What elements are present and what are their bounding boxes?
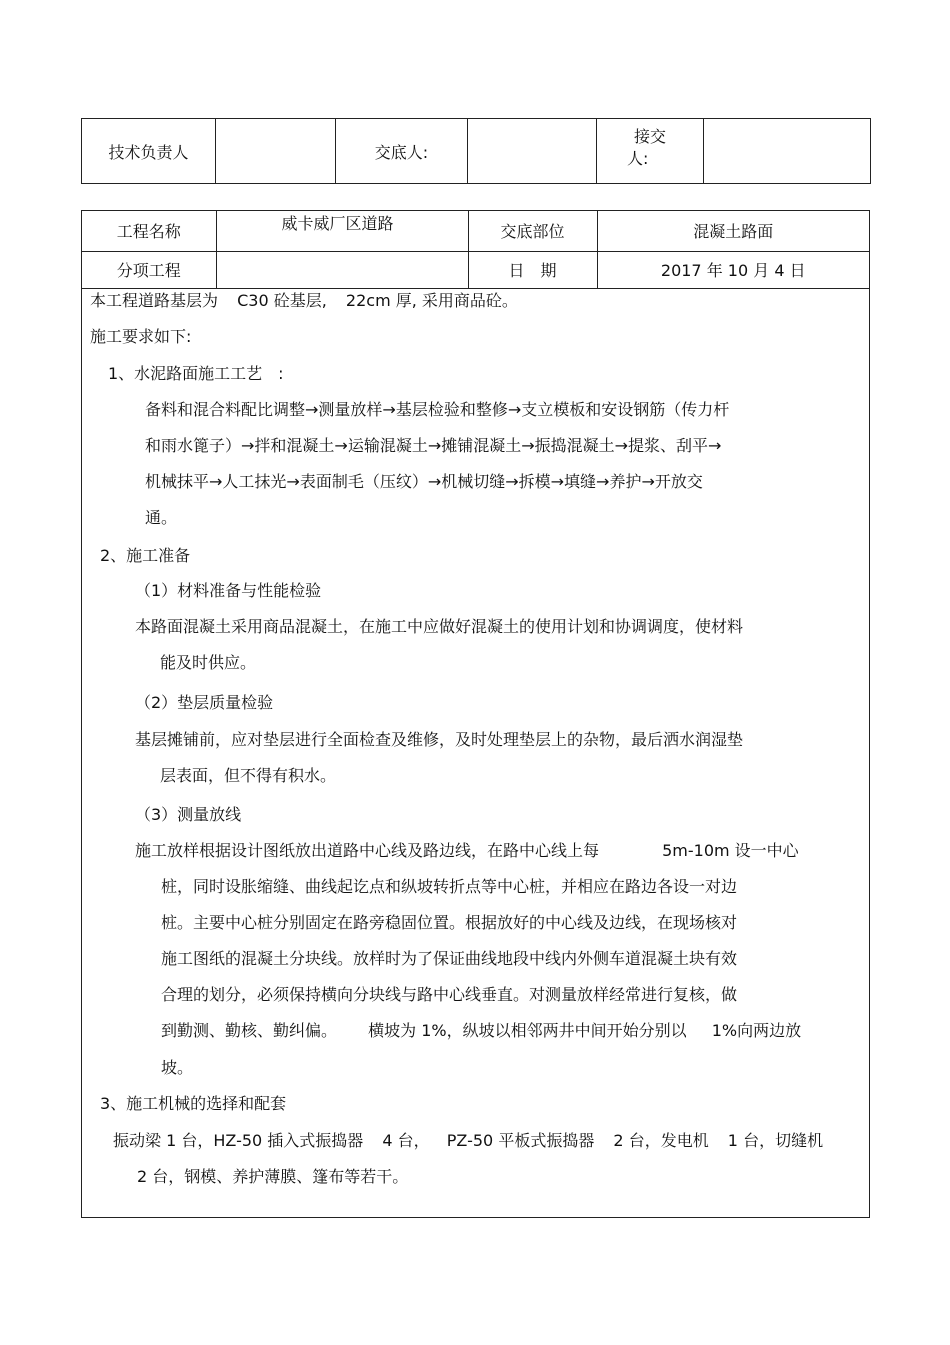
section-3-part-1: 振动梁 1 台，HZ-50 插入式振捣器 bbox=[113, 1130, 364, 1150]
part-label: 交底部位 bbox=[468, 211, 597, 251]
section-2-3-line-6-part-1: 到勤测、勤核、勤纠偏。 bbox=[161, 1020, 338, 1040]
project-header-table bbox=[82, 211, 869, 289]
section-1-line: 机械抹平→人工抹光→表面制毛（压纹）→机械切缝→拆模→填缝→养护→开放交 bbox=[145, 471, 703, 491]
section-1-title: 1、水泥路面施工工艺 : bbox=[108, 363, 284, 383]
section-2-2-title: （2）垫层质量检验 bbox=[135, 692, 274, 712]
section-3-part-3: PZ-50 平板式振捣器 bbox=[446, 1130, 595, 1150]
section-2-3-title: （3）测量放线 bbox=[135, 804, 242, 824]
section-3-part-2: 4 台， bbox=[382, 1130, 430, 1150]
section-2-3-line: 桩，同时设胀缩缝、曲线起讫点和纵坡转折点等中心桩，并相应在路边各设一对边 bbox=[161, 876, 738, 896]
section-2-1-line: 本路面混凝土采用商品混凝土，在施工中应做好混凝土的使用计划和协调调度，使材料 bbox=[135, 616, 744, 636]
handover-label: 交底人: bbox=[336, 119, 468, 184]
section-1-line: 通。 bbox=[145, 507, 178, 527]
receiver-label-line1: 接交 bbox=[633, 127, 666, 146]
section-3-part-5: 1 台，切缝机 bbox=[727, 1130, 824, 1150]
receiver-label-line2: 人: bbox=[627, 149, 649, 168]
signature-table bbox=[81, 118, 871, 184]
receiver-label bbox=[597, 119, 704, 184]
section-2-3-line: 施工图纸的混凝土分块线。放样时为了保证曲线地段中线内外侧车道混凝土块有效 bbox=[161, 948, 738, 968]
section-2-2-line: 层表面，但不得有积水。 bbox=[160, 765, 337, 785]
date-value: 2017 年 10 月 4 日 bbox=[597, 251, 869, 288]
section-3-line-1 bbox=[113, 1131, 823, 1151]
section-2-3-line-1-part-1: 施工放样根据设计图纸放出道路中心线及路边线，在路中心线上每 bbox=[135, 840, 600, 860]
tech-lead-field[interactable] bbox=[216, 119, 336, 184]
intro-line bbox=[90, 291, 518, 311]
sub-project-label: 分项工程 bbox=[82, 251, 216, 288]
project-name-text: 威卡威厂区道路 bbox=[281, 214, 394, 233]
section-2-3-line: 合理的划分，必须保持横向分块线与路中心线垂直。对测量放样经常进行复核，做 bbox=[161, 984, 738, 1004]
section-2-3-line: 桩。主要中心桩分别固定在路旁稳固位置。根据放好的中心线及边线，在现场核对 bbox=[161, 912, 738, 932]
intro-part-3: 22cm 厚, 采用商品砼。 bbox=[345, 290, 518, 310]
intro-part-1: 本工程道路基层为 bbox=[90, 290, 219, 310]
section-1-line: 备料和混合料配比调整→测量放样→基层检验和整修→支立模板和安设钢筋（传力杆 bbox=[145, 399, 730, 419]
intro-part-2: C30 砼基层, bbox=[237, 290, 327, 310]
handover-field[interactable] bbox=[468, 119, 597, 184]
section-2-1-line: 能及时供应。 bbox=[160, 652, 257, 672]
section-2-3-line-1 bbox=[135, 841, 799, 861]
section-2-title: 2、施工准备 bbox=[100, 545, 191, 565]
disclosure-document bbox=[81, 210, 870, 1218]
date-label: 日 期 bbox=[468, 251, 597, 288]
section-2-3-line-1-part-2: 5m-10m 设一中心 bbox=[662, 840, 799, 860]
section-3-part-4: 2 台，发电机 bbox=[613, 1130, 709, 1150]
section-2-2-line: 基层摊铺前，应对垫层进行全面检查及维修，及时处理垫层上的杂物，最后洒水润湿垫 bbox=[135, 729, 744, 749]
section-2-3-line-6-part-3: 1%向两边放 bbox=[711, 1020, 802, 1040]
project-name-label: 工程名称 bbox=[82, 211, 216, 251]
section-1-line: 和雨水篦子）→拌和混凝土→运输混凝土→摊铺混凝土→振捣混凝土→提浆、刮平→ bbox=[145, 435, 722, 455]
sub-project-value[interactable] bbox=[216, 251, 468, 288]
receiver-field[interactable] bbox=[704, 119, 871, 184]
requirements-title: 施工要求如下: bbox=[90, 326, 192, 346]
section-3-line-2: 2 台，钢模、养护薄膜、篷布等若干。 bbox=[137, 1166, 409, 1186]
part-value: 混凝土路面 bbox=[597, 211, 869, 251]
section-2-3-line-7: 坡。 bbox=[161, 1057, 194, 1077]
section-2-1-title: （1）材料准备与性能检验 bbox=[135, 580, 322, 600]
project-name-value bbox=[216, 211, 468, 251]
tech-lead-label: 技术负责人 bbox=[82, 119, 216, 184]
section-2-3-line-6-part-2: 横坡为 1%，纵坡以相邻两井中间开始分别以 bbox=[368, 1020, 687, 1040]
section-2-3-line-6 bbox=[161, 1021, 801, 1041]
section-3-title: 3、施工机械的选择和配套 bbox=[100, 1093, 287, 1113]
